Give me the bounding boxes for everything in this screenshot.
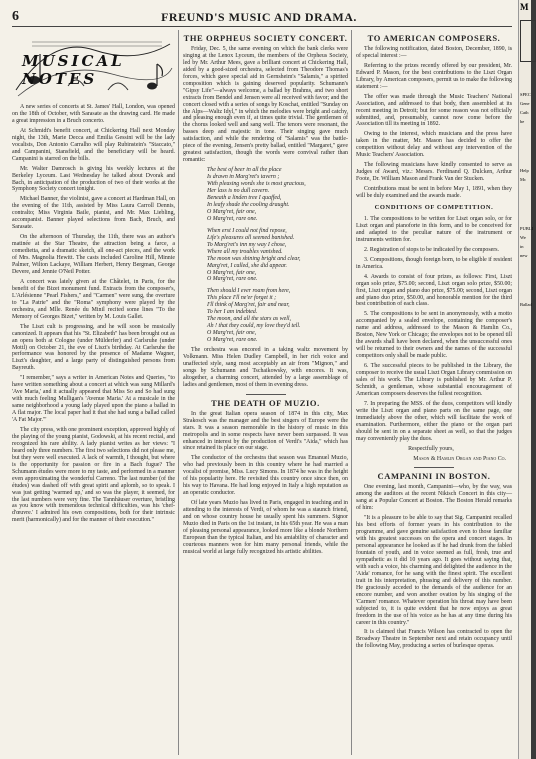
condition-item: 5. The compositions to be sent in anonymously, with a motto accompanied by a sealed envelope, containing the composer's name and address, addressed to the Mason & Hamlin Co., Boston, New York or Chicago; the envelopes not to be opened till the awards shall have been declared, when the unsuccessful ones will be returned to their owners and the names of the successful competitors only shall be made public. — [356, 311, 512, 360]
musical-notes-paragraph: On the afternoon of Thursday, the 11th, there was an author's matinée at the Star Theatre, the attraction being a farce, a comedietta, and a dramatic sketch, all one-act pieces, and the work of Mrs. Magnolia Hewitt. The casts included Caroline Hill, Minnie Palmer, Wilton Lackaye, William Herbert, Henry Bergman, George Devere, and Jennie O'Neil Potter. — [12, 234, 175, 275]
edge-fragment: We — [520, 235, 526, 240]
poem-line: Then should I ever roam from here, — [207, 288, 291, 295]
edge-fragment: SPEC — [520, 92, 531, 97]
edge-fragment: Help — [520, 168, 529, 173]
american-composers-paragraph: The following musicians have kindly consented to serve as Judges of Award, viz.: Messrs. Ferdinand Q. Dulcken, Arthur Foote, Dr. William Mason and Frank Van der Stucken. — [356, 162, 512, 183]
condition-item: 1. The compositions to be written for Liszt organ solo, or for Liszt organ and pianoforte in this form, and to be conceived for and adapted to the peculiar nature of the instrument or instruments written for. — [356, 215, 512, 243]
condition-item: 2. Registration of stops to be indicated by the composers. — [364, 246, 499, 253]
campanini-paragraph: One evening, last month, Campanini—who, by the way, was among the auditors at the recent Nikisch Concert in this city—sang at a Popular Concert at Boston. The Boston Herald remarks of him: — [356, 484, 512, 512]
poem-line: Ah ! that they could, my love they'd tell. — [207, 323, 301, 330]
american-composers-paragraph: The offer was made through the Music Teachers' National Association, and addressed to that body, then assembled at its recent meeting in Detroit; but for some reason was not officially submitted, and, presumably, cannot now come before the Association till its meeting in 1892. — [356, 93, 512, 128]
musical-notes-paragraph: The city press, with one prominent exception, approved highly of the playing of the young pianist, Godowski, at his recent recital, and recognized his rare ability. A lady pianist writes as her views: "I heard only three numbers. The first two selections did not please me, but they were well executed. A lack of warmth, I thought, but where is the opportunity for passion or fire in a Bach fugue? The Schumann études were more to my taste, and performed in a manner even approximating the wonderful Carreno. The last number (of the études) was dashed off with great spirit and aplomb, so to speak. I was just getting 'warmed up,' and so was the player, it seemed, for the last numbers were very fine. The Tannhäuser overture, bristling as you know with tremendous technical difficulties, was his 'chef-d'œuvre.' I admired his own compositions, both for their intrinsic merit (harmonically) and for the manner of their execution." — [12, 426, 175, 524]
orpheus-title: THE ORPHEUS SOCIETY CONCERT. — [183, 33, 348, 43]
edge-fragment: Mc — [520, 177, 526, 182]
poem-line: O Marg'ret, fair one, — [207, 269, 257, 276]
edge-fragment: Ballad — [520, 302, 532, 307]
condition-item: 6. The successful pieces to be published in the Library, the composer to receive the usual Liszt Organ Library commission on sales of his work. The Library is published by Mr. Arthur P. Schmidt, a gentleman, whose substantial encouragement of American composers deserves the fullest recognition. — [356, 363, 512, 397]
conditions-title: CONDITIONS OF COMPETITION. — [374, 204, 494, 212]
article-separator — [246, 394, 286, 395]
conditions-list — [356, 216, 512, 443]
musical-notes-paragraph: A new series of concerts at St. James' Hall, London, was opened on the 18th of October, with Sarasate as the drawing card. He made a great impression in a Bruch concerto. — [12, 104, 175, 124]
poem-line: Is drawn in Marg'ret's tavern ; — [207, 174, 280, 181]
musical-notes-paragraph: The Liszt cult is progressing, and he will soon be musically canonized. It appears that his "St. Elizabeth" has been brought out as an opera both at Cologne (under Mülderfer) and Carlsruhe (under Mottl) on October 21, the eve of Liszt's birthday. At Carlsruhe the performance was honored by the presence of Madame Wagner, Liszt's daughter, and a large party of distinguished persons from Bayreuth. — [12, 323, 175, 372]
column-1 — [12, 30, 175, 527]
poem-line: The best of beer in all the place — [207, 167, 282, 174]
poem-line: O Marg'ret, rare one. — [207, 276, 258, 283]
header-rule — [12, 26, 512, 27]
poem-line: O Marg'ret, fair one, — [207, 208, 257, 215]
column-3 — [356, 30, 512, 653]
poem-line: I'll think of Marg'ret, fair and near, — [207, 302, 290, 309]
american-composers-intro: The following notification, dated Boston, December, 1890, is of special interest :— — [356, 45, 512, 59]
column-divider — [178, 30, 179, 755]
musical-notes-logo-text: MUSICAL NOTES — [22, 52, 125, 88]
edge-header-fragment: M — [520, 2, 529, 12]
musical-notes-paragraph: Mr. Walter Damrosch is giving his weekly lectures at the Berkeley Lyceum. Last Wednesday he talked about Dvorak and Bach, in anticipation of the production of two of their works at the Symphony Society concert tonight. — [12, 165, 175, 193]
condition-item: 7. In preparing the MSS. of the duos, competitors will kindly write the Liszt organ and piano parts on the same page, one immediately above the other, which will facilitate the work of examination. Furthermore, either the piano or the organ part should be sent in on a separate sheet as well, so that the judges may conveniently play the duos. — [356, 400, 512, 442]
poem-line: O Marg'ret, rare one. — [207, 215, 258, 222]
edge-fragment: PUBLI — [520, 226, 534, 231]
orpheus-closing: The orchestra was encored in a taking waltz movement by Volkmann. Miss Helen Dudley Campbell, in her rich voice and unaffected style, sang most acceptably an air from "Mignon," and songs by Schumann and Tschaikowsky, with encores. It was, altogether, a charming concert, attended by a large assemblage of ladies and gentlemen, most of them in evening dress. — [183, 347, 348, 388]
musical-notes-paragraph: Michael Banner, the violinist, gave a concert at Hardman Hall, on the evening of the 11th, assisted by Miss Laura Carroll Dennis, contralto; Miss Virginia Baile, pianist, and Mr. Max Liebling, accompanist. Banner played selections from Bach, Bruch, and Sarasate. — [12, 196, 175, 231]
masthead: FREUND'S MUSIC AND DRAMA. — [161, 10, 357, 24]
muzio-title: THE DEATH OF MUZIO. — [211, 397, 320, 408]
muzio-paragraph: In the great Italian opera season of 1874 in this city, Max Strakosch was the manager and the best singers of Europe were the stars. It was a season memorable in the history of music in this metropolis and in some respects have never been surpassed. It was enhanced in interest by the production of Verdi's "Aida," which has since retained its place on our stage. — [183, 410, 348, 452]
edge-fragment: be — [520, 119, 525, 124]
poem-line: Beneath a linden tree I quaffed, — [207, 194, 282, 201]
campanini-paragraph: "It is a pleasure to be able to say that Sig. Campanini recalled his best efforts of former years in his contribution to the programme, and gave genuine satisfaction even to those familiar with his greatest successes on the opera and concert stages. In personal appearance he looked as if he had drunk from the fabled fountain of youth, and in voice seemed as full, fresh, true and sympathetic as it did 10 years ago. It goes without saying that, with such a voice, his charming and delighted the audience in the 'Aida' romance, for he sang with the finest spirit. The excellent trait in his interpretation, phrasing and delivery of this number. He graciously acceded to the demands of the audience for an encore number, and won another ovation by his singing of the 'Carmen' romance. Whatever operation his throat may have been subjected to, it is quite evident that he now enjoys as great freedom in the use of his voice as he has at any time during his career in this country." — [356, 515, 512, 626]
edge-fragment: Gene — [520, 101, 530, 106]
poem-line: The moon, and all the stars as well, — [207, 316, 291, 323]
edge-ad-box — [520, 20, 536, 62]
musical-notes-paragraph: At Schmidt's benefit concert, at Chickering Hall next Monday night, the 13th, Marie Decca and Emilia Gessini will be the lady vocalists, Don Antonio Carralho will play Rubinstein's "Staccato," and Campanini, Stansfield, and the beneficiary will be heard. Campanini is starred on the bills. — [12, 127, 175, 162]
poem-line: Marg'ret, I called, she did appear. — [207, 262, 288, 269]
edge-fragment: new — [520, 253, 528, 258]
condition-item: 4. Awards to consist of four prizes, as follows: First, Liszt organ solo prize, $75.00; second, Liszt organ solo prize, $50.00; first, Liszt organ and piano duo prize, $75.00; second, Liszt organ and piano duo prize, $50.00, and honorable mention for the third best contribution of each class. — [356, 273, 512, 308]
american-composers-title: TO AMERICAN COMPOSERS. — [367, 33, 501, 43]
edge-fragment: in — [520, 244, 524, 249]
article-separator — [414, 467, 454, 468]
campanini-paragraph: It is claimed that Francis Wilson has contracted to open the Broadway Theatre in September next and retain occupancy until the following May, producing a series of burlesque operas. — [356, 629, 512, 650]
american-composers-paragraph: Owing to the interest, which musicians and the press have taken in the matter, Mr. Mason has decided to offer the competition without delay and without any intervention of the Music Teachers' Association. — [356, 131, 512, 159]
poem-line: To her I am indebted. — [207, 309, 258, 316]
orpheus-paragraph: Friday, Dec. 5, the same evening on which the bank clerks were singing at the Lenox Lyceum, the members of the Orpheus Society, led by Mr. Arthur Mees, gave a brilliant concert at Chickering Hall, aided by a good-sized orchestra, selected from Theodore Thomas's forces, which gave special aid in Gernsheim's "Salamis," a spirited composition which is gaining deserved popularity. Schumann's "Gipsy Life"—always welcome, a ballad by Brahms, and two short extracts from Bendel and Jensen were all received with favor; and the concert closed with a series of songs by Koschat, entitled "Sunday on the Alps—Waltz Idyl," in which the melodies were bright and catchy, and pleasing enough even if, at times quite trivial. The gentlemen of the chorus looked well and sang well. The tenors were resonant, the basses deep and majestic in tone. Their singing gave much satisfaction, and while the rendering of "Salamis" was the battle-piece of the evening, Jensen's pretty ballad, entitled "Margaret," gave greatest satisfaction, though the words were convival rather than romantic: — [183, 45, 348, 164]
american-composers-paragraph: Contributions must be sent in before May 1, 1891, when they will be duly examined and the awards made. — [356, 186, 512, 200]
signature: Mason & Hamlin Organ and Piano Co. — [413, 455, 506, 462]
poem-line: In leafy shade the cooling draught. — [207, 201, 290, 208]
campanini-title: CAMPANINI IN BOSTON. — [377, 471, 491, 482]
musical-notes-logo — [12, 30, 175, 100]
column-divider — [351, 30, 352, 755]
poem-line: To Marg'ret's inn my way I chose, — [207, 241, 287, 248]
condition-item: 3. Compositions, though foreign born, to be eligible if resident in America. — [356, 256, 512, 270]
adjacent-page-edge — [518, 0, 534, 759]
musical-notes-paragraph: A concert was lately given at the Châtelet, in Paris, for the benefit of the Bizet monument fund. Extracts from the composer's, L'Arlésienne "Pearl Fishers," and "Carmen" were sung, the overture to "La Patrie" and the "Roma" symphony were played by the orchestra, and Mlle. Renée du Minil recited some lines "To the Memory of Georges Bizet," written by M. Louis Gallet. — [12, 278, 175, 320]
poem-line: Her lass is no dull cavern. — [207, 188, 270, 195]
poem-line: This place I'll ne'er forget it ; — [207, 295, 277, 302]
muzio-paragraph: Of late years Muzio has lived in Paris, engaged in teaching and in attending to the interests of Verdi, of whom he was a staunch friend, and on whose country house he usually spent his summers. Signor Muzio died in Paris on the 1st instant, in his 65th year. He was a man of pleasing personal appearance, looked more like a blonde Northern European than the typical Italian, and his amiability of character and courteous manners won for him many personal friends, while the musical world at large fully recognized his artistic abilities. — [183, 500, 348, 555]
muzio-paragraph: The conductor of the orchestra that season was Emanuel Muzio, who had previously been in this country where he had married a vocalist of promise, Miss. Lucy Simons. In 1874 he was in the height of his popularity here. He revisited this country once since then, on his way to Havana. He had long enjoyed in Italy a high reputation as an operatic conductor. — [183, 455, 348, 497]
orpheus-poem — [207, 167, 348, 344]
poem-line: When erst I could not find repose, — [207, 227, 287, 234]
musical-notes-paragraph: "I remember," says a writer in American Notes and Queries, "to have written something about a concert at which was sung Millard's 'Ave Maria,' and it actually appeared that Miss So and So had sung with much feeling Mulligan's 'Avenue Maria.' At a musicale in the same neighborhood a young lady played upon the piano a ballad in A flat major. The local paper had it that she had sung a ballad called 'A Fat Major.'" — [12, 375, 175, 424]
edge-fragment: Cath — [520, 110, 529, 115]
poem-line: With pleasing words she is most gracious, — [207, 181, 306, 188]
poem-line: O Marg'ret, rare one. — [207, 337, 258, 344]
page-number: 6 — [12, 9, 19, 24]
closing-line: Respectfully yours, — [408, 445, 454, 452]
page-header — [0, 0, 518, 30]
poem-line: Where all my troubles vanished. — [207, 248, 283, 255]
column-2 — [183, 30, 348, 559]
american-composers-paragraph: Referring to the prizes recently offered by our president, Mr. Edward P. Mason, for the best contributions to the Liszt Organ Library, by American composers, permit us to make the following statement :— — [356, 62, 512, 90]
poem-line: O Marg'ret, fair one, — [207, 330, 257, 337]
poem-line: Life's pleasures all seemed banished. — [207, 234, 295, 241]
poem-line: The moon was shining bright and clear, — [207, 255, 301, 262]
